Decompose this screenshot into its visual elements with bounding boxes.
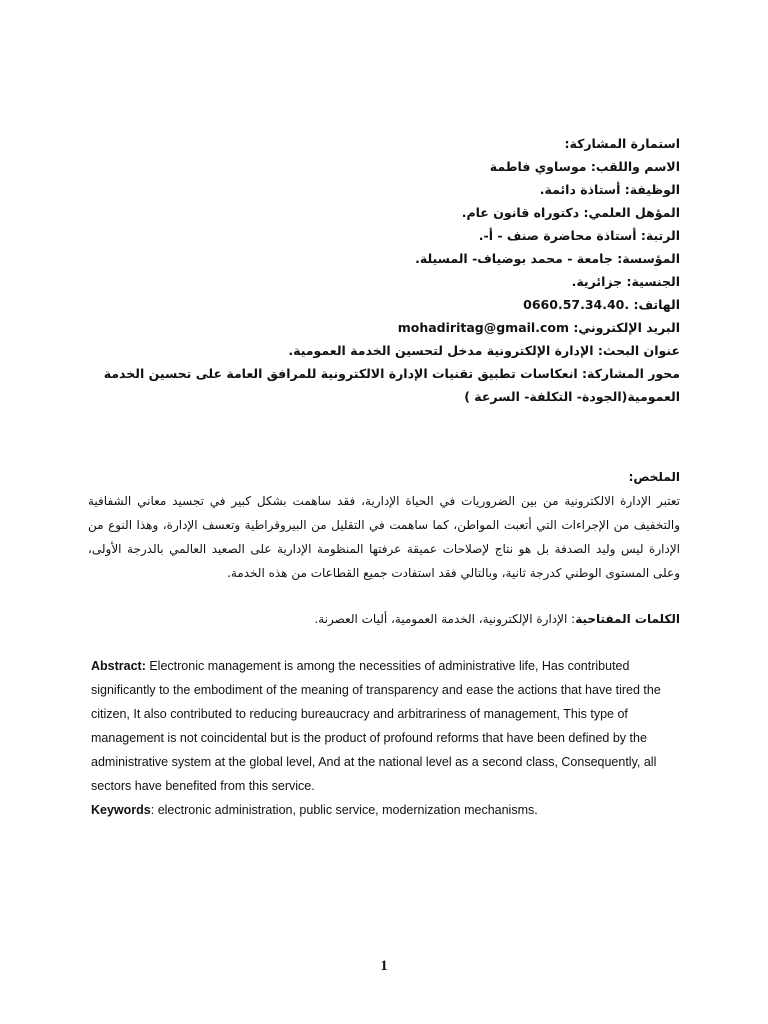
rank-line: الرتبة: أستاذة محاضرة صنف - أ-. [478,228,680,243]
arabic-keywords-label: الكلمات المفتاحية [575,612,680,626]
job-line: الوظيفة: أستاذة دائمة. [539,182,680,197]
email-line [88,316,680,339]
axis-line-1: محور المشاركة: انعكاسات تطبيق تقنيات الإدارة الالكترونية للمرافق العامة على تحسين الخدمة [103,366,680,381]
abstract-label: Abstract: [91,659,146,673]
email-label: البريد الإلكتروني: [568,320,680,335]
name-line: الاسم واللقب: موساوي فاطمة [489,159,680,174]
institution-line: المؤسسة: جامعة - محمد بوضياف- المسيلة. [415,251,680,266]
nationality-line: الجنسية: جزائرية. [571,274,680,289]
summary-body: تعتبر الإدارة الالكترونية من بين الضروريات في الحياة الإدارية، فقد ساهمت بشكل كبير في تجسيد معاني الشفافية والتخفيف من الإجراءات التي أتعبت المواطن، كما ساهمت في التقليل من البيروقراطية وتعسف الإدارة، وهذا النوع من الإدارة ليس وليد الصدفة بل هو نتاج لإصلاحات عميقة عرفتها المنظومة الإدارية على الصعيد العالمي بالدرجة الأولى، وعلى المستوى الوطني كدرجة ثانية، وبالتالي فقد استفادت جميع القطاعات من هذه الخدمة. [88,494,680,580]
english-keywords [91,798,681,822]
phone-label: الهاتف: [629,297,680,312]
qualification-line: المؤهل العلمي: دكتوراه قانون عام. [461,205,680,220]
email-value: mohadiritag@gmail.com [397,320,569,335]
phone-line [88,293,680,316]
form-title: استمارة المشاركة: [564,136,680,151]
english-abstract [91,654,681,798]
keywords-text: : electronic administration, public service, modernization mechanisms. [150,803,538,817]
abstract-text: Electronic management is among the necessities of administrative life, Has contributed significantly to the embodiment of the meaning of transparency and ease the actions that have tired the citizen, It also contributed to reducing bureaucracy and arbitrariness of management, This type of management is not coincidental but is the product of profound reforms that have been defined by the administrative system at the global level, And at the national level as a second class, Consequently, all sectors have benefited from this service. [91,659,661,793]
phone-value: 0660.57.34.40. [523,297,630,312]
axis-line-2: العمومية(الجودة- التكلفة- السرعة ) [464,389,680,404]
arabic-summary [88,465,680,585]
page-number: 1 [380,958,388,974]
arabic-keywords [88,607,680,631]
research-title-line: عنوان البحث: الإدارة الإلكترونية مدخل لتحسين الخدمة العمومية. [288,343,680,358]
keywords-label: Keywords [91,803,151,817]
summary-heading: الملخص: [628,470,680,484]
arabic-keywords-text: : الإدارة الإلكترونية، الخدمة العمومية، أليات العصرنة. [314,612,576,626]
